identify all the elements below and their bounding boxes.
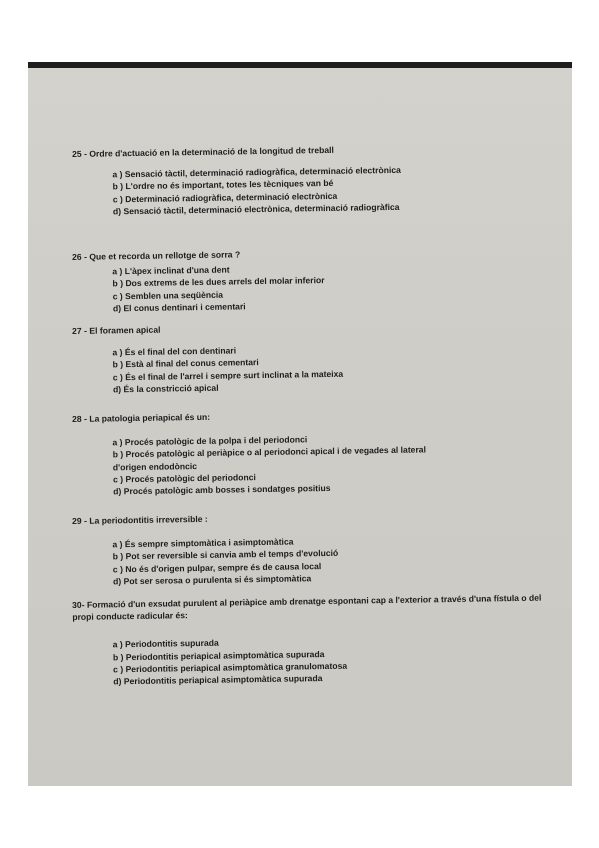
question-26: [72, 244, 543, 315]
answer-option-c: c ) És el final de l'arrel i sempre surt inclinat a la mateixa: [112, 368, 344, 382]
answer-option-d: d) És la constricció apical: [112, 382, 219, 395]
answer-option-a: a ) És sempre simptomàtica i asimptomàtica: [112, 536, 294, 550]
answer-option-b-continuation: d'origen endodòncic: [112, 460, 198, 472]
answer-option-d: d) El conus dentinari i cementari: [112, 301, 246, 314]
answer-option-b: b ) Procés patològic al periàpice o al periodonci apical i de vegades al lateral: [112, 444, 427, 460]
answer-option-c: c ) Procés patològic del periodonci: [112, 471, 256, 485]
question-title: 27 - El foramen apical: [72, 324, 161, 336]
answer-option-d: d) Periodontitis periapical asimptomàtica supurada: [113, 673, 323, 687]
answer-option-b: b ) Periodontitis periapical asimptomàtica supurada: [112, 648, 325, 662]
question-title: 29 - La periodontitis irreversible :: [72, 513, 208, 526]
answer-option-c: c ) Periodontitis periapical asimptomàtica granulomatosa: [113, 660, 348, 675]
question-title: 28 - La patologia periapical és un:: [72, 411, 211, 424]
question-28: [72, 406, 543, 499]
answer-option-c: c ) Semblen una seqüència: [112, 289, 224, 301]
answer-option-d: d) Procés patològic amb bosses i sondatges positius: [113, 482, 331, 497]
answer-option-c: c ) Determinació radiogràfica, determinació electrònica: [112, 190, 338, 204]
question-27: [72, 318, 543, 396]
answer-option-a: a ) Periodontitis supurada: [112, 638, 219, 650]
answer-option-b: b ) L'ordre no és important, totes les tècniques van bé: [112, 178, 334, 192]
answer-option-d: d) Sensació tàctil, determinació electrònica, determinació radiogràfica: [112, 201, 400, 217]
question-25: [72, 141, 543, 218]
answer-option-c: c ) No és d'origen pulpar, sempre és de causa local: [112, 560, 322, 574]
question-title: 26 - Que et recorda un rellotge de sorra ?: [72, 249, 241, 262]
answer-option-a: a ) És el final del con dentinari: [112, 345, 237, 358]
answer-option-d: d) Pot ser serosa o purulenta si és simptomàtica: [112, 573, 312, 587]
question-30: [72, 592, 543, 689]
question-title: 30- Formació d'un exsudat purulent al periàpice amb drenatge espontani cap a l'exterior a través d'una fístula o del propi conducte radicular és:: [72, 592, 542, 623]
answer-option-a: a ) L'àpex inclinat d'una dent: [112, 264, 230, 277]
answer-option-b: b ) Està al final del conus cementari: [112, 357, 259, 370]
question-29: [72, 508, 543, 588]
question-title: 25 - Ordre d'actuació en la determinació de la longitud de treball: [72, 144, 334, 159]
answer-option-a: a ) Procés patològic de la polpa i del periodonci: [112, 434, 308, 448]
answer-option-b: b ) Pot ser reversible si canvia amb el temps d'evolució: [112, 548, 339, 562]
answer-option-b: b ) Dos extrems de les dues arrels del molar inferior: [112, 275, 325, 289]
answer-option-a: a ) Sensació tàctil, determinació radiogràfica, determinació electrònica: [112, 165, 401, 180]
